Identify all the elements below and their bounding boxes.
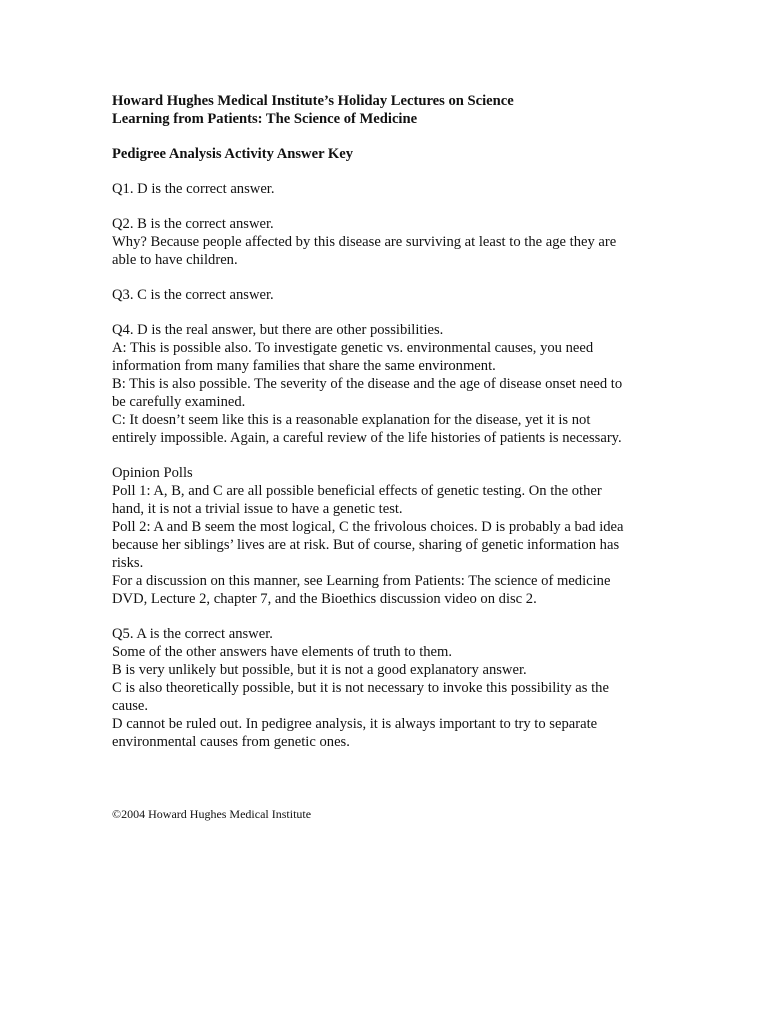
answer-q5 — [112, 625, 652, 751]
answer-q3 — [112, 286, 652, 304]
q4-line-4: B: This is also possible. The severity of the disease and the age of disease onset need to — [112, 376, 623, 392]
polls-heading: Opinion Polls — [112, 465, 193, 481]
title-line-2: Learning from Patients: The Science of Medicine — [112, 111, 418, 127]
q4-line-7: entirely impossible. Again, a careful review of the life histories of patients is necessary. — [112, 430, 622, 446]
q3-line-1: Q3. C is the correct answer. — [112, 287, 274, 303]
document-body — [112, 92, 652, 751]
polls-line-2: hand, it is not a trivial issue to have a genetic test. — [112, 501, 403, 517]
q5-line-3: B is very unlikely but possible, but it is not a good explanatory answer. — [112, 662, 527, 678]
document-subtitle: Pedigree Analysis Activity Answer Key — [112, 146, 354, 162]
copyright-footer: ©2004 Howard Hughes Medical Institute — [112, 807, 312, 821]
q5-line-4: C is also theoretically possible, but it is not necessary to invoke this possibility as the — [112, 680, 609, 696]
polls-line-7: DVD, Lecture 2, chapter 7, and the Bioethics discussion video on disc 2. — [112, 591, 537, 607]
q1-line-1: Q1. D is the correct answer. — [112, 181, 275, 197]
q2-line-2: Why? Because people affected by this disease are surviving at least to the age they are — [112, 234, 617, 250]
answer-q4 — [112, 321, 652, 447]
q5-line-2: Some of the other answers have elements of truth to them. — [112, 644, 453, 660]
q4-line-5: be carefully examined. — [112, 394, 246, 410]
q2-line-3: able to have children. — [112, 252, 238, 268]
spacer — [112, 128, 652, 145]
q4-line-2: A: This is possible also. To investigate genetic vs. environmental causes, you need — [112, 340, 594, 356]
q4-line-1: Q4. D is the real answer, but there are other possibilities. — [112, 322, 444, 338]
spacer — [112, 608, 652, 625]
title-line-1: Howard Hughes Medical Institute’s Holiday Lectures on Science — [112, 93, 514, 109]
spacer — [112, 198, 652, 215]
q4-line-6: C: It doesn’t seem like this is a reasonable explanation for the disease, yet it is not — [112, 412, 591, 428]
spacer — [112, 304, 652, 321]
q5-line-1: Q5. A is the correct answer. — [112, 626, 273, 642]
polls-line-6: For a discussion on this manner, see Learning from Patients: The science of medicine — [112, 573, 611, 589]
polls-line-1: Poll 1: A, B, and C are all possible beneficial effects of genetic testing. On the other — [112, 483, 602, 499]
q4-line-3: information from many families that share the same environment. — [112, 358, 496, 374]
polls-line-3: Poll 2: A and B seem the most logical, C the frivolous choices. D is probably a bad idea — [112, 519, 624, 535]
spacer — [112, 269, 652, 286]
polls-line-5: risks. — [112, 555, 144, 571]
spacer — [112, 163, 652, 180]
q5-line-7: environmental causes from genetic ones. — [112, 734, 350, 750]
q5-line-6: D cannot be ruled out. In pedigree analysis, it is always important to try to separate — [112, 716, 598, 732]
answer-q1 — [112, 180, 652, 198]
spacer — [112, 447, 652, 464]
q5-line-5: cause. — [112, 698, 149, 714]
polls-line-4: because her siblings’ lives are at risk. But of course, sharing of genetic information has — [112, 537, 620, 553]
q2-line-1: Q2. B is the correct answer. — [112, 216, 274, 232]
opinion-polls — [112, 464, 652, 608]
answer-q2 — [112, 215, 652, 269]
